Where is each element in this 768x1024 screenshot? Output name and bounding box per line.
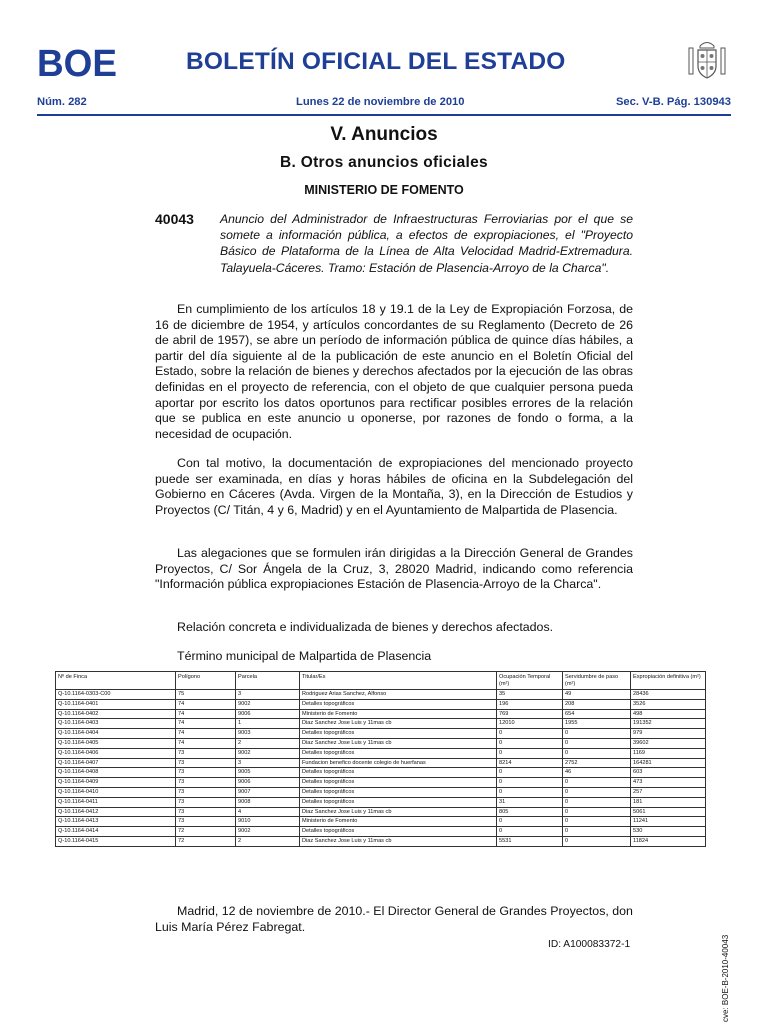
table-cell: 31 [497,797,563,807]
table-cell: 2 [236,836,300,846]
ministry-heading: MINISTERIO DE FOMENTO [304,183,464,197]
table-cell: 9002 [236,748,300,758]
publication-title: BOLETÍN OFICIAL DEL ESTADO [186,48,566,75]
table-cell: 1 [236,719,300,729]
table-cell: 805 [497,807,563,817]
municipality-heading: Término municipal de Malpartida de Plasencia [177,649,432,663]
table-cell: 73 [176,768,236,778]
table-cell: Fundacion benefico docente colegio de huerfanas [300,758,497,768]
table-cell: 191352 [631,719,706,729]
section-page: Sec. V-B. Pág. 130943 [615,96,731,108]
table-cell: 9008 [236,797,300,807]
table-cell: 73 [176,758,236,768]
table-cell: Q-10.1164-0408 [56,768,176,778]
table-cell: 9006 [236,709,300,719]
table-cell: Q-10.1164-0402 [56,709,176,719]
table-row [56,817,706,827]
table-cell: Diaz Sanchez Jose Luis y 11mas cb [300,807,497,817]
body-paragraph: En cumplimiento de los artículos 18 y 19.1 de la Ley de Expropiación Forzosa, de 16 de diciembre de 1954, y artículos concordantes de su Reglamento (Decreto de 26 de abril de 1957), se abre un período de información pública de quince días hábiles, a partir del día siguiente al de la publicación de este anuncio en el Boletín Oficial del Estado, sobre la relación de bienes y derechos afectados por la ejecución de las obras definidas en el proyecto de referencia, con el objeto de que cualquier persona pueda aportar por escrito los datos oportunos para rectificar posibles errores de la relación que se publica en este anuncio u oponerse, por razones de fondo o forma, a la necesidad de ocupación. [155,302,633,441]
table-cell: 74 [176,729,236,739]
table-cell: 73 [176,817,236,827]
table-cell: 28436 [631,690,706,700]
table-cell: 0 [563,778,631,788]
table-cell: 73 [176,797,236,807]
table-cell: 0 [563,748,631,758]
table-cell: 9002 [236,699,300,709]
table-cell: 35 [497,690,563,700]
column-header: Parcela [236,672,300,690]
table-cell: Q-10.1164-0415 [56,836,176,846]
table-row [56,709,706,719]
table-cell: 196 [497,699,563,709]
table-row [56,827,706,837]
signature: Madrid, 12 de noviembre de 2010.- El Director General de Grandes Proyectos, don Luis María Pérez Fabregat. [155,904,633,934]
issue-date: Lunes 22 de noviembre de 2010 [296,96,465,108]
table-cell: 0 [497,817,563,827]
table-cell: 73 [176,787,236,797]
table-cell: 0 [563,827,631,837]
table-cell: 73 [176,778,236,788]
table-cell: Diaz Sanchez Jose Luis y 11mas cb [300,719,497,729]
column-header: Titular/Es [300,672,497,690]
table-row [56,787,706,797]
table-row [56,836,706,846]
table-cell: Diaz Sanchez Jose Luis y 11mas cb [300,836,497,846]
table-cell: Ministerio de Fomento [300,709,497,719]
table-row [56,738,706,748]
table-cell: 9007 [236,787,300,797]
table-cell: 74 [176,738,236,748]
table-row [56,719,706,729]
table-cell: 0 [563,836,631,846]
table-cell: Rodriguez Arias Sanchez, Alfonso [300,690,497,700]
table-cell: 979 [631,729,706,739]
table-cell: 0 [563,729,631,739]
table-cell: 603 [631,768,706,778]
table-cell: 498 [631,709,706,719]
table-cell: 0 [497,768,563,778]
table-cell: 9010 [236,817,300,827]
column-header: Nº de Finca [56,672,176,690]
section-subtitle: B. Otros anuncios oficiales [280,154,488,171]
table-cell: 181 [631,797,706,807]
table-cell: Q-10.1164-0410 [56,787,176,797]
table-cell: 5531 [497,836,563,846]
table-cell: 0 [563,738,631,748]
body-paragraph: Con tal motivo, la documentación de expropiaciones del mencionado proyecto puede ser examinada, en días y horas hábiles de oficina en la Subdelegación del Gobierno en Cáceres (Avda. Virgen de la Montaña, 3), en la Dirección de Estudios y Proyectos (C/ Titán, 4 y 6, Madrid) y en el Ayuntamiento de Malpartida de Plasencia. [155,456,633,517]
table-cell: 11824 [631,836,706,846]
table-cell: 9003 [236,729,300,739]
table-cell: Q-10.1164-0411 [56,797,176,807]
column-header: Ocupación Temporal (m²) [497,672,563,690]
table-cell: 654 [563,709,631,719]
table-cell: Detalles topográficos [300,787,497,797]
table-cell: Detalles topográficos [300,699,497,709]
table-cell: 12010 [497,719,563,729]
table-cell: 74 [176,719,236,729]
table-cell: 72 [176,836,236,846]
table-cell: 4 [236,807,300,817]
table-cell: 49 [563,690,631,700]
table-cell: 0 [497,729,563,739]
table-cell: Q-10.1164-0403 [56,719,176,729]
table-cell: 0 [563,817,631,827]
table-cell: Q-10.1164-0407 [56,758,176,768]
table-cell: 164281 [631,758,706,768]
table-cell: Q-10.1164-0303-C00 [56,690,176,700]
table-cell: Detalles topográficos [300,748,497,758]
table-cell: 73 [176,807,236,817]
table-cell: Detalles topográficos [300,729,497,739]
table-cell: 0 [563,807,631,817]
table-cell: Q-10.1164-0412 [56,807,176,817]
coat-of-arms-icon [687,38,727,82]
column-header: Expropiación definitiva (m²) [631,672,706,690]
table-row [56,690,706,700]
table-row [56,768,706,778]
table-cell: 3 [236,690,300,700]
table-cell: Detalles topográficos [300,768,497,778]
table-cell: 0 [497,827,563,837]
announcement-number: 40043 [155,211,194,227]
table-cell: 0 [497,748,563,758]
table-cell: 0 [497,787,563,797]
table-cell: 0 [563,797,631,807]
table-cell: Q-10.1164-0401 [56,699,176,709]
table-cell: Q-10.1164-0405 [56,738,176,748]
table-cell: 74 [176,709,236,719]
table-cell: 1169 [631,748,706,758]
table-cell: Detalles topográficos [300,778,497,788]
table-row [56,778,706,788]
table-row [56,807,706,817]
table-cell: 2752 [563,758,631,768]
column-header: Servidumbre de paso (m²) [563,672,631,690]
header-divider [37,114,731,116]
body-paragraph: Relación concreta e individualizada de bienes y derechos afectados. [177,620,554,634]
table-cell: 257 [631,787,706,797]
table-cell: Detalles topográficos [300,827,497,837]
table-cell: 9002 [236,827,300,837]
table-cell: 0 [497,738,563,748]
table-cell: 208 [563,699,631,709]
table-cell: 72 [176,827,236,837]
table-cell: 75 [176,690,236,700]
table-row [56,748,706,758]
table-cell: 9005 [236,768,300,778]
table-cell: 473 [631,778,706,788]
table-cell: 3 [236,758,300,768]
issue-info [37,96,731,112]
table-cell: 769 [497,709,563,719]
announcement-summary: Anuncio del Administrador de Infraestructuras Ferroviarias por el que se somete a información pública, a efectos de expropiaciones, el "Proyecto Básico de Plataforma de la Línea de Alta Velocidad Madrid-Extremadura. Talayuela-Cáceres. Tramo: Estación de Plasencia-Arroyo de la Charca". [220,212,633,275]
table-cell: 0 [497,778,563,788]
boe-logo [37,45,117,79]
table-row [56,699,706,709]
table-header-row [56,672,706,690]
table-row [56,758,706,768]
body-paragraph: Las alegaciones que se formulen irán dirigidas a la Dirección General de Grandes Proyectos, C/ Sor Ángela de la Cruz, 3, 28020 Madrid, indicando como referencia "Información pública expropiaciones Estación de Plasencia-Arroyo de la Charca". [155,546,633,592]
table-cell: Detalles topográficos [300,797,497,807]
table-cell: Q-10.1164-0406 [56,748,176,758]
table-cell: Q-10.1164-0414 [56,827,176,837]
table-cell: 46 [563,768,631,778]
table-cell: 2 [236,738,300,748]
table-cell: Q-10.1164-0404 [56,729,176,739]
table-cell: 39602 [631,738,706,748]
table-cell: 74 [176,699,236,709]
table-cell: 0 [563,787,631,797]
table-cell: Q-10.1164-0409 [56,778,176,788]
column-header: Polígono [176,672,236,690]
table-row [56,729,706,739]
table-cell: 3526 [631,699,706,709]
table-cell: 11241 [631,817,706,827]
table-cell: Ministerio de Fomento [300,817,497,827]
table-cell: 530 [631,827,706,837]
table-cell: 73 [176,748,236,758]
table-cell: 1955 [563,719,631,729]
table-cell: Diaz Sanchez Jose Luis y 11mas cb [300,738,497,748]
svg-text:BOE: BOE [37,45,117,79]
table-cell: 8214 [497,758,563,768]
issue-number: Núm. 282 [37,96,87,108]
properties-table [55,671,706,847]
table-row [56,797,706,807]
section-title: V. Anuncios [330,124,438,145]
table-cell: 5061 [631,807,706,817]
table-cell: 9006 [236,778,300,788]
table-cell: Q-10.1164-0413 [56,817,176,827]
document-id: ID: A100083372-1 [548,939,631,950]
cve-code: cve: BOE-B-2010-40043 [721,934,730,1022]
